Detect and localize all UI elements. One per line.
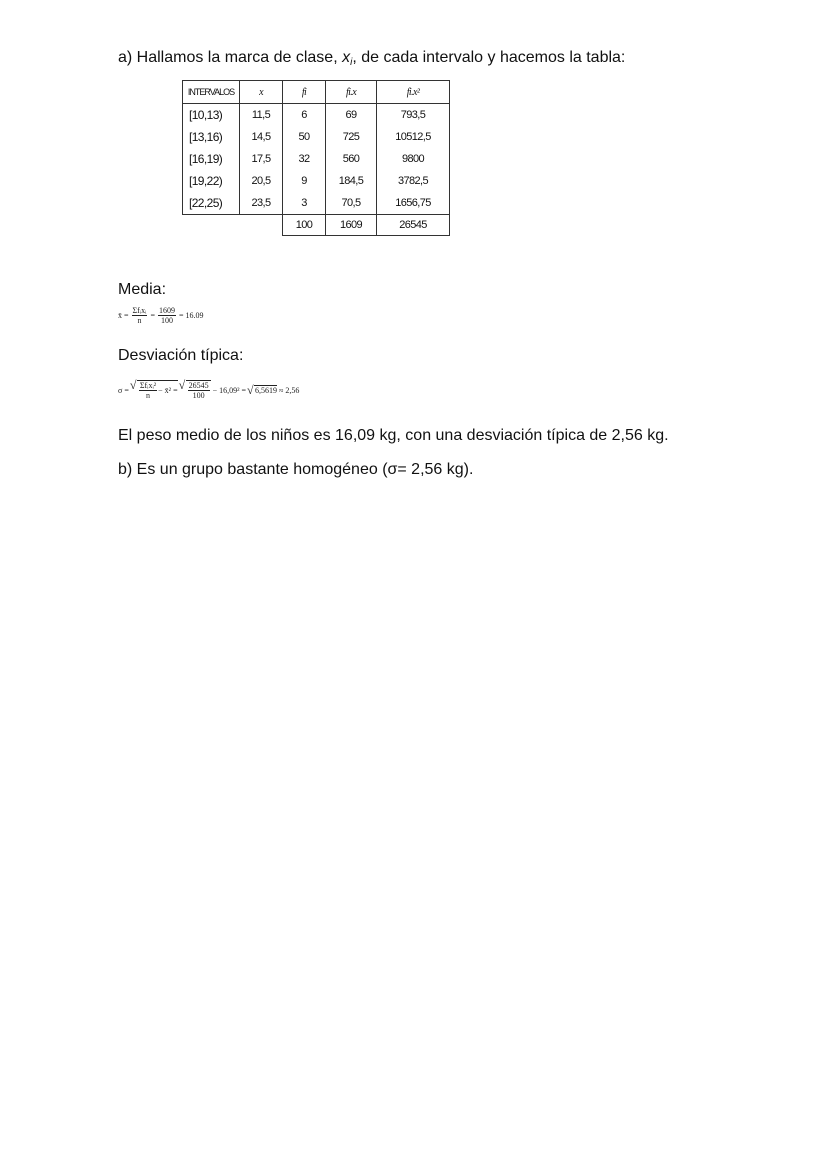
frequency-table: [182, 80, 450, 236]
cell-fi: 50: [283, 126, 326, 148]
cell-x: 17,5: [240, 148, 283, 170]
cell-fix2: 1656,75: [377, 192, 450, 215]
total-fix: 1609: [326, 215, 377, 236]
header-fix2: fi.x²: [377, 81, 450, 104]
cell-fix: 184,5: [326, 170, 377, 192]
table-row: [183, 192, 450, 215]
header-x: x: [240, 81, 283, 104]
conclusion-text: El peso medio de los niños es 16,09 kg, con una desviación típica de 2,56 kg.: [118, 427, 669, 444]
cell-fix2: 9800: [377, 148, 450, 170]
header-fix: fi.x: [326, 81, 377, 104]
cell-x: 11,5: [240, 104, 283, 127]
media-heading: Media:: [118, 281, 167, 298]
intro-prefix: a) Hallamos la marca de clase,: [118, 49, 338, 66]
header-interval: INTERVALOS: [183, 81, 240, 104]
table-row: [183, 170, 450, 192]
cell-interval: [22,25): [183, 192, 240, 215]
std-dev-formula: σ = √ $\frac{\text{Σfᵢxᵢ²}}{n}$ − x̄² = √ $\frac{26545}{100}$ − 16,09² = √ 6,5619 ≈ 2,56: [118, 380, 299, 410]
total-fi: 100: [283, 215, 326, 236]
cell-fix: 560: [326, 148, 377, 170]
cell-fi: 6: [283, 104, 326, 127]
mean-formula: x̄ = $\frac{\text{Σfᵢxᵢ}}{n}$ = $\frac{1609}{100}$ = 16.09: [118, 306, 204, 325]
cell-x: 23,5: [240, 192, 283, 215]
cell-fix: 69: [326, 104, 377, 127]
class-mark-variable: $x_i$: [342, 49, 353, 68]
desviacion-heading: Desviación típica:: [118, 347, 244, 364]
cell-fix: 725: [326, 126, 377, 148]
cell-fi: 32: [283, 148, 326, 170]
cell-interval: [19,22): [183, 170, 240, 192]
cell-interval: [16,19): [183, 148, 240, 170]
cell-x: 14,5: [240, 126, 283, 148]
cell-interval: [10,13): [183, 104, 240, 127]
header-fi: fi: [283, 81, 326, 104]
intro-text: [118, 48, 625, 73]
cell-fix2: 3782,5: [377, 170, 450, 192]
cell-x: 20,5: [240, 170, 283, 192]
table-header-row: [183, 81, 450, 104]
intro-suffix: , de cada intervalo y hacemos la tabla:: [352, 49, 626, 66]
total-fix2: 26545: [377, 215, 450, 236]
cell-fi: 3: [283, 192, 326, 215]
table-totals-row: [183, 215, 450, 236]
cell-fix2: 10512,5: [377, 126, 450, 148]
cell-fix2: 793,5: [377, 104, 450, 127]
table-row: [183, 126, 450, 148]
part-b-text: b) Es un grupo bastante homogéneo (σ= 2,56 kg).: [118, 461, 474, 478]
cell-fix: 70,5: [326, 192, 377, 215]
table-row: [183, 104, 450, 127]
table-row: [183, 148, 450, 170]
cell-interval: [13,16): [183, 126, 240, 148]
cell-fi: 9: [283, 170, 326, 192]
